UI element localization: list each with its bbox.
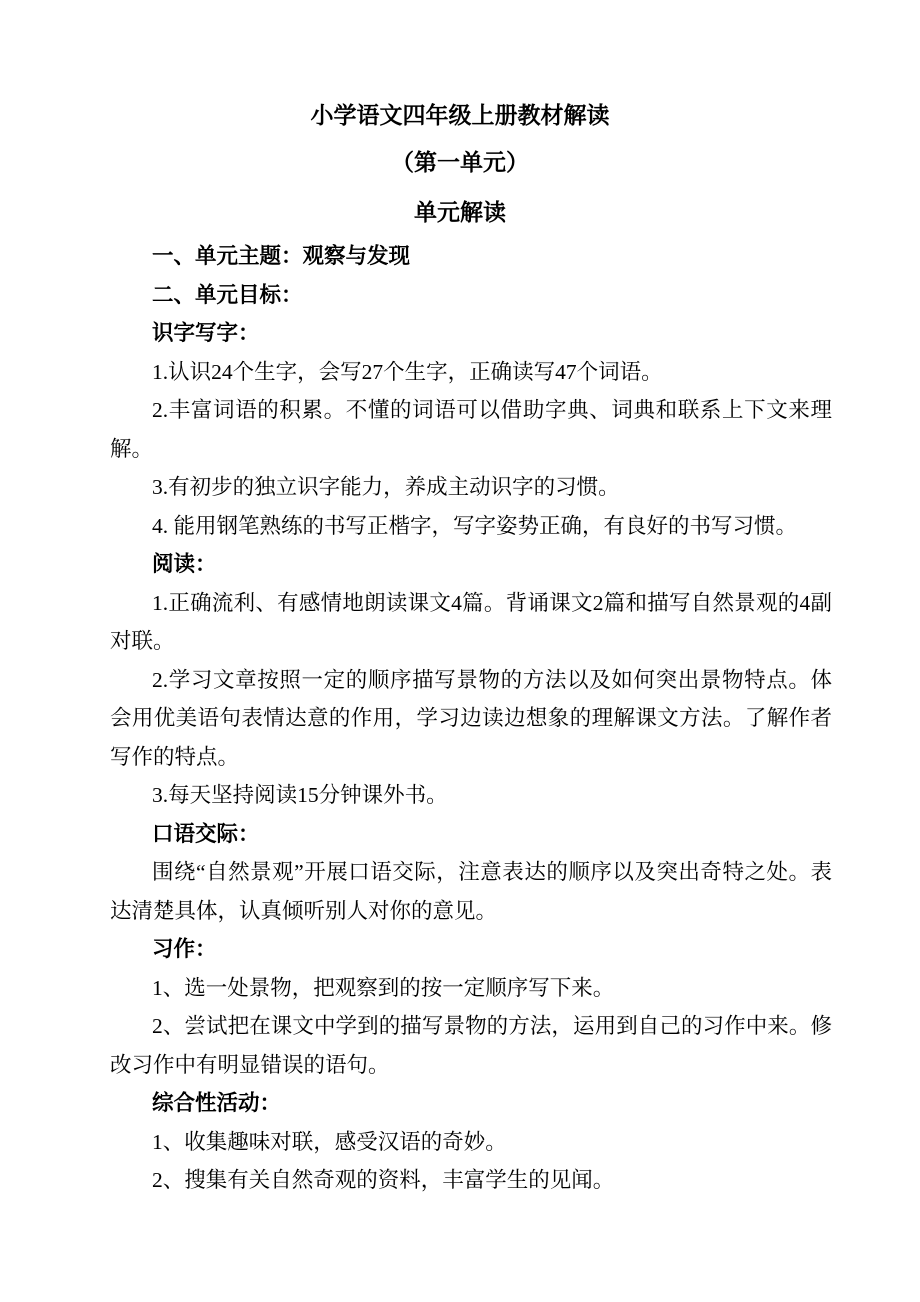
paragraph: 2、搜集有关自然奇观的资料，丰富学生的见闻。 <box>152 1168 615 1192</box>
paragraph: 4. 能用钢笔熟练的书写正楷字，写字姿势正确，有良好的书写习惯。 <box>152 513 798 538</box>
paragraph: 2、尝试把在课文中学到的描写景物的方法，运用到自己的习作中来。修改习作中有明显错误的语句。 <box>110 1014 832 1077</box>
paragraph: 2.丰富词语的积累。不懂的词语可以借助字典、词典和联系上下文来理解。 <box>110 398 832 461</box>
section-title: 单元解读 <box>414 199 506 225</box>
paragraph: 1、选一处景物，把观察到的按一定顺序写下来。 <box>152 975 615 1000</box>
paragraph: 1.认识24个生字，会写27个生字，正确读写47个词语。 <box>152 359 663 384</box>
paragraph: 1、收集趣味对联，感受汉语的奇妙。 <box>152 1129 507 1154</box>
paragraph: 3.有初步的独立识字能力，养成主动识字的习惯。 <box>152 475 620 499</box>
section-heading: 二、单元目标： <box>152 282 303 307</box>
document-body <box>110 237 832 1200</box>
paragraph: 围绕“自然景观”开展口语交际，注意表达的顺序以及突出奇特之处。表达清楚具体，认真倾听别人对你的意见。 <box>110 860 832 923</box>
document-subtitle: （第一单元） <box>391 149 529 175</box>
paragraph: 3.每天坚持阅读15分钟课外书。 <box>152 783 448 807</box>
section-heading: 识字写字： <box>152 321 260 345</box>
paragraph: 1.正确流利、有感情地朗读课文4篇。背诵课文2篇和描写自然景观的4副对联。 <box>110 590 832 653</box>
section-heading: 阅读： <box>152 552 217 576</box>
section-heading: 习作： <box>152 937 217 961</box>
section-heading: 综合性活动： <box>152 1091 282 1115</box>
section-heading: 一、单元主题：观察与发现 <box>152 244 411 268</box>
paragraph: 2.学习文章按照一定的顺序描写景物的方法以及如何突出景物特点。体会用优美语句表情达意的作用，学习边读边想象的理解课文方法。了解作者写作的特点。 <box>110 667 832 769</box>
section-heading: 口语交际： <box>152 821 260 846</box>
document-title: 小学语文四年级上册教材解读 <box>310 102 610 128</box>
